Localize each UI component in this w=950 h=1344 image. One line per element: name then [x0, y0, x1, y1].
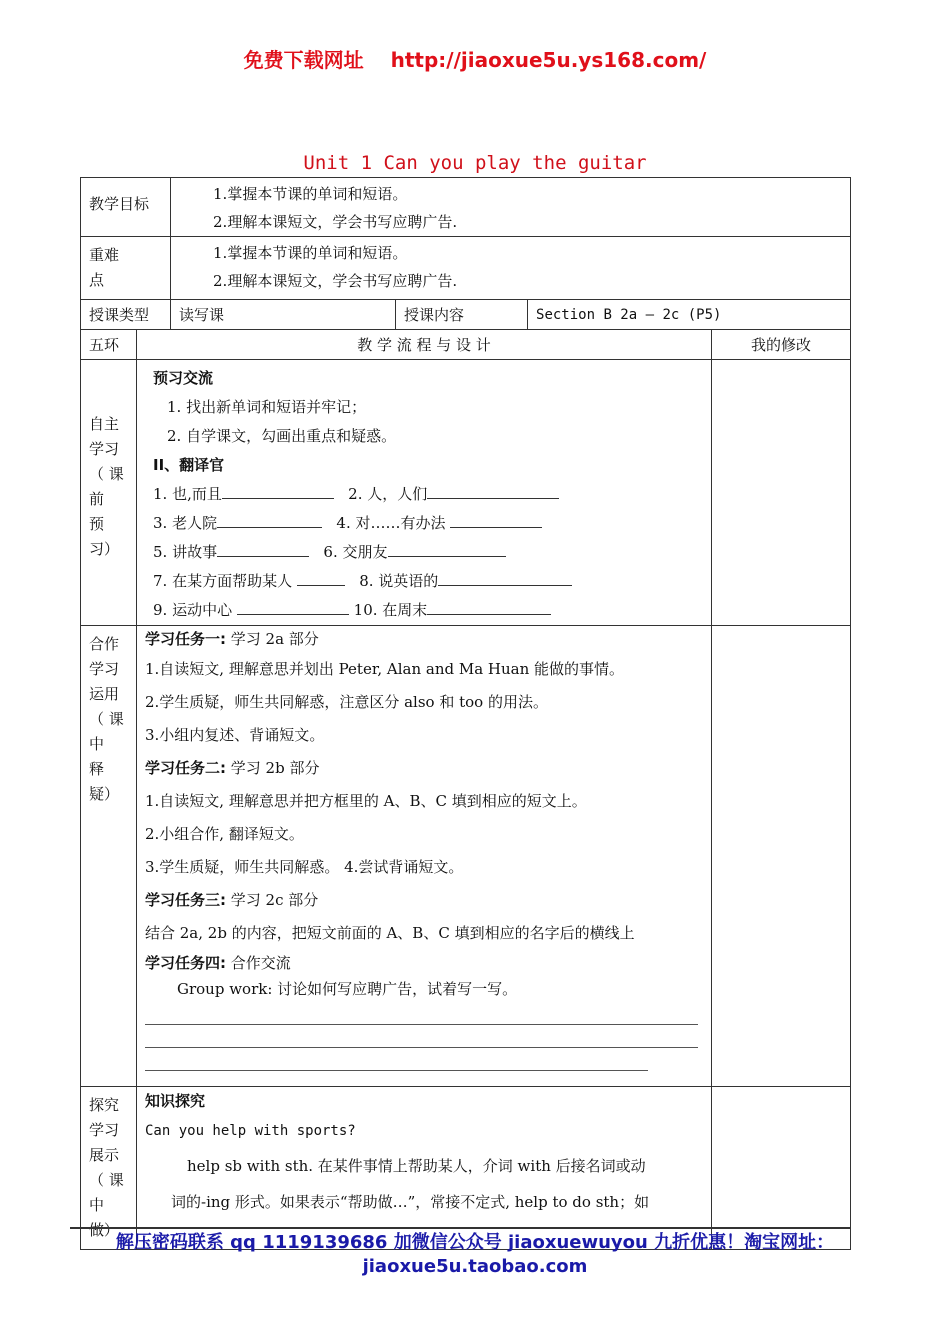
goals-content	[171, 178, 851, 237]
translate-heading: II、翻译官	[153, 456, 225, 474]
explore-heading: 知识探究	[145, 1092, 206, 1110]
goal-item: 1.掌握本节课的单词和短语。	[213, 185, 408, 203]
task1-item: 3.小组内复述、背诵短文。	[145, 726, 325, 744]
preview-item: 2. 自学课文，勾画出重点和疑惑。	[167, 427, 397, 445]
lesson-type-value: 读写课	[171, 300, 396, 330]
preview-heading: 预习交流	[153, 369, 214, 387]
task3-head: 学习任务三:	[145, 891, 226, 909]
flow-col-revision: 我的修改	[712, 330, 851, 360]
writing-line	[145, 1024, 698, 1025]
task2-title: 学习 2b 部分	[226, 759, 320, 777]
explore-line: help sb with sth. 在某件事情上帮助某人，介词 with 后接名词或动	[187, 1157, 646, 1175]
task1-head: 学习任务一:	[145, 630, 226, 648]
writing-line	[145, 1047, 698, 1048]
task4-item: Group work: 讨论如何写应聘广告，试着写一写。	[177, 980, 518, 998]
task3-title: 学习 2c 部分	[226, 891, 319, 909]
task2-head: 学习任务二:	[145, 759, 226, 777]
task4-head: 学习任务四:	[145, 954, 226, 972]
difficulty-item: 2.理解本课短文，学会书写应聘广告.	[213, 272, 458, 290]
coop-content	[137, 626, 712, 1087]
download-header	[0, 44, 950, 73]
download-label: 免费下载网址	[243, 48, 364, 72]
difficulty-item: 1.掌握本节课的单词和短语。	[213, 244, 408, 262]
coop-row	[81, 626, 851, 1087]
self-study-revision	[712, 360, 851, 626]
explore-line: 词的-ing 形式。如果表示“帮助做…”，常接不定式, help to do sth；如	[171, 1193, 650, 1211]
writing-line	[145, 1070, 648, 1071]
flow-col-stage: 五环	[81, 330, 137, 360]
difficulty-row	[81, 237, 851, 300]
translate-row: 7. 在某方面帮助某人 8. 说英语的	[153, 567, 711, 596]
lesson-info-row	[81, 300, 851, 330]
self-study-row	[81, 360, 851, 626]
footer-taobao-link[interactable]: jiaoxue5u.taobao.com	[362, 1256, 588, 1277]
page-title: Unit 1 Can you play the guitar	[303, 152, 647, 174]
download-url-link[interactable]: http://jiaoxue5u.ys168.com/	[390, 48, 707, 72]
preview-item: 1. 找出新单词和短语并牢记；	[167, 398, 367, 416]
task2-item: 1.自读短文, 理解意思并把方框里的 A、B、C 填到相应的短文上。	[145, 792, 587, 810]
explore-revision	[712, 1087, 851, 1250]
task3-item: 结合 2a, 2b 的内容，把短文前面的 A、B、C 填到相应的名字后的横线上	[145, 924, 635, 942]
explore-row	[81, 1087, 851, 1250]
footer-divider	[70, 1227, 850, 1229]
goals-label: 教学目标	[81, 178, 171, 237]
coop-revision	[712, 626, 851, 1087]
footer-line: 解压密码联系 qq 1119139686 加微信公众号 jiaoxuewuyou 九折优惠！淘宝网址：	[115, 1232, 835, 1253]
goal-item: 2.理解本课短文，学会书写应聘广告.	[213, 213, 458, 231]
translate-row: 5. 讲故事 6. 交朋友	[153, 538, 711, 567]
task2-item: 3.学生质疑，师生共同解惑。 4.尝试背诵短文。	[145, 858, 464, 876]
task1-title: 学习 2a 部分	[226, 630, 319, 648]
lesson-content-label: 授课内容	[396, 300, 528, 330]
task1-item: 2.学生质疑，师生共同解惑，注意区分 also 和 too 的用法。	[145, 693, 548, 711]
explore-content	[137, 1087, 712, 1250]
task2-item: 2.小组合作, 翻译短文。	[145, 825, 304, 843]
flow-col-design: 教 学 流 程 与 设 计	[137, 330, 712, 360]
task1-item: 1.自读短文, 理解意思并划出 Peter, Alan and Ma Huan 能做的事情。	[145, 660, 625, 678]
translate-row: 3. 老人院 4. 对……有办法	[153, 509, 711, 538]
lesson-content-value: Section B 2a — 2c (P5)	[528, 300, 851, 330]
translate-row: 1. 也,而且 2. 人，人们	[153, 480, 711, 509]
footer-notice	[40, 1231, 910, 1279]
coop-label: 合作 学习 运用 （ 课 中 释 疑）	[81, 626, 137, 1087]
flow-header-row	[81, 330, 851, 360]
lesson-type-label: 授课类型	[81, 300, 171, 330]
explore-label: 探究 学习 展示 （ 课 中 做）	[81, 1087, 137, 1250]
self-study-label: 自主 学习 （ 课 前 预 习）	[81, 360, 137, 626]
translate-row: 9. 运动中心 10. 在周末	[153, 596, 711, 625]
difficulty-label: 重难 点	[81, 237, 171, 300]
explore-line: Can you help with sports?	[145, 1123, 356, 1139]
task4-title: 合作交流	[226, 954, 291, 972]
difficulty-content	[171, 237, 851, 300]
lesson-plan-table	[80, 177, 851, 1250]
goals-row	[81, 178, 851, 237]
self-study-content	[137, 360, 712, 626]
